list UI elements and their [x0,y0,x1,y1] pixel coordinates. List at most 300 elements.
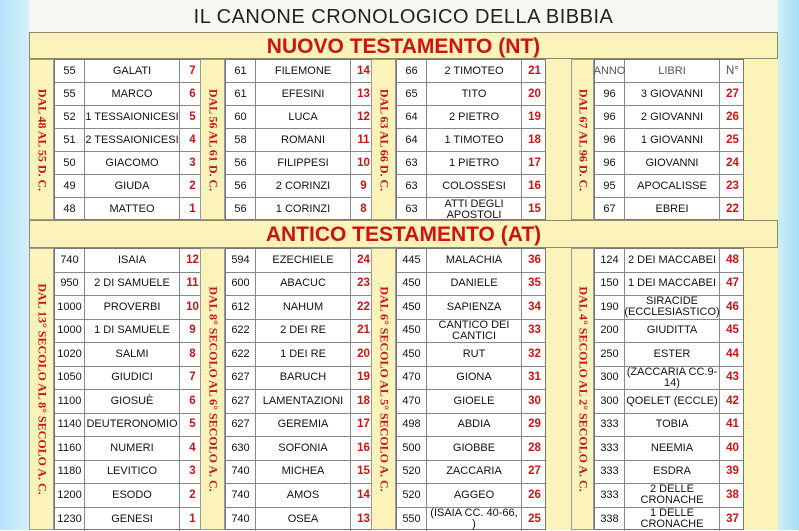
book-name: DANIELE [427,273,522,296]
book-name: GIUDA [85,175,180,197]
book-number: 35 [522,273,547,296]
book-year: 56 [226,152,256,174]
book-year: 67 [595,198,625,221]
at-table-4 [594,248,744,530]
book-name: APOCALISSE [625,175,720,197]
book-number: 38 [720,484,745,507]
book-number: 17 [351,414,376,437]
table-row [55,484,203,508]
table-row [397,83,545,106]
nt-group-label-box [200,59,225,220]
book-number: 5 [180,414,205,437]
book-name: (ISAIA CC. 40-66, ) [427,508,522,531]
table-row [595,367,743,391]
column-header-number: N° [720,60,745,82]
book-year: 445 [397,249,427,272]
book-name: 2 DEI RE [256,320,351,343]
book-year: 300 [595,367,625,390]
at-heading: ANTICO TESTAMENTO (AT) [29,220,778,248]
book-number: 21 [351,320,376,343]
table-row [226,508,374,531]
book-year: 740 [226,484,256,507]
table-row [55,461,203,485]
book-number: 31 [522,367,547,390]
book-name: OSEA [256,508,351,531]
book-name: LEVITICO [85,461,180,484]
table-row [595,508,743,531]
book-year: 124 [595,249,625,272]
at-group-label: DAL 13° SECOLO AL 8° SECOLO A. C. [34,283,49,494]
table-row [226,152,374,175]
table-row [397,60,545,83]
table-row [226,367,374,391]
book-number: 6 [180,83,205,105]
book-name: CANTICO DEI CANTICI [427,320,522,343]
book-name: EBREI [625,198,720,221]
right-decorative-strip [778,0,799,530]
book-name: ISAIA [85,249,180,272]
book-year: 58 [226,129,256,151]
book-year: 627 [226,390,256,413]
nt-group-label-box [571,59,594,220]
book-number: 7 [180,60,205,82]
table-row [55,249,203,273]
table-row [226,296,374,320]
book-name: ESDRA [625,461,720,484]
book-number: 1 [180,198,205,221]
book-name: LAMENTAZIONI [256,390,351,413]
table-row [55,320,203,344]
book-number: 7 [180,367,205,390]
book-number: 42 [720,390,745,413]
book-year: 96 [595,106,625,128]
book-year: 333 [595,437,625,460]
book-number: 19 [522,106,547,128]
book-number: 12 [180,249,205,272]
table-row [226,60,374,83]
table-row [397,249,545,273]
book-number: 29 [522,414,547,437]
book-number: 21 [522,60,547,82]
book-number: 12 [351,106,376,128]
book-number: 2 [180,484,205,507]
at-table-1 [54,248,204,530]
book-name: MARCO [85,83,180,105]
book-name: 1 TIMOTEO [427,129,522,151]
book-number: 8 [351,198,376,221]
book-number: 43 [720,367,745,390]
book-year: 450 [397,273,427,296]
book-number: 17 [522,152,547,174]
nt-group-label-box [371,59,396,220]
book-name: 2 PIETRO [427,106,522,128]
book-number: 20 [522,83,547,105]
book-number: 27 [522,461,547,484]
book-name: GIOSUÈ [85,390,180,413]
book-year: 63 [397,152,427,174]
book-year: 64 [397,106,427,128]
book-number: 40 [720,437,745,460]
book-year: 520 [397,484,427,507]
table-row [55,437,203,461]
book-number: 14 [351,60,376,82]
at-group-label-box [371,248,396,530]
book-name: 1 CORINZI [256,198,351,221]
book-year: 500 [397,437,427,460]
column-header-year: ANNO [595,60,625,82]
table-row [397,152,545,175]
book-year: 550 [397,508,427,531]
book-name: DEUTERONOMIO [85,414,180,437]
at-group-label: DAL 4° SECOLO AL 2° SECOLO A. C. [575,286,590,491]
book-name: 2 DI SAMUELE [85,273,180,296]
table-row [226,484,374,508]
table-row [226,83,374,106]
table-row [595,198,743,221]
book-name: GIOVANNI [625,152,720,174]
book-number: 9 [180,320,205,343]
table-row [595,343,743,367]
book-year: 1050 [55,367,85,390]
at-group-label: DAL 8° SECOLO AL 6° SECOLO A. C. [205,286,220,491]
at-table-2 [225,248,375,530]
book-number: 11 [351,129,376,151]
book-year: 55 [55,83,85,105]
book-year: 190 [595,296,625,319]
book-year: 96 [595,129,625,151]
book-name: ESTER [625,343,720,366]
book-number: 22 [351,296,376,319]
book-name: MICHEA [256,461,351,484]
at-table-3 [396,248,546,530]
book-year: 740 [226,508,256,531]
book-number: 15 [351,461,376,484]
table-row [595,129,743,152]
table-row [226,106,374,129]
book-name: AMOS [256,484,351,507]
book-number: 34 [522,296,547,319]
table-row [595,437,743,461]
book-name: ABDIA [427,414,522,437]
book-name: RUT [427,343,522,366]
book-name: GIUDICI [85,367,180,390]
book-year: 740 [55,249,85,272]
book-number: 44 [720,343,745,366]
book-year: 622 [226,343,256,366]
book-year: 1020 [55,343,85,366]
book-year: 520 [397,461,427,484]
book-name: EZECHIELE [256,249,351,272]
table-row [595,390,743,414]
book-year: 622 [226,320,256,343]
book-year: 1160 [55,437,85,460]
book-number: 28 [522,437,547,460]
book-number: 10 [180,296,205,319]
book-number: 36 [522,249,547,272]
book-year: 1200 [55,484,85,507]
at-group-label-box [571,248,594,530]
book-number: 26 [522,484,547,507]
table-row [55,367,203,391]
nt-group-label: DAL 56 AL 61 D. C. [205,88,220,190]
book-name: GALATI [85,60,180,82]
book-name: MALACHIA [427,249,522,272]
book-year: 1230 [55,508,85,531]
book-name: 1 PIETRO [427,152,522,174]
table-row [397,414,545,438]
at-group-label-box [29,248,54,530]
book-name: PROVERBI [85,296,180,319]
table-row [397,508,545,531]
book-year: 612 [226,296,256,319]
column-header-books: LIBRI [625,60,720,82]
book-number: 39 [720,461,745,484]
nt-group-label: DAL 63 AL 66 D. C. [376,88,391,190]
book-year: 333 [595,484,625,507]
book-year: 55 [55,60,85,82]
book-name: SIRACIDE (ECCLESIASTICO) [625,296,720,319]
book-number: 24 [720,152,745,174]
book-name: SAPIENZA [427,296,522,319]
book-number: 15 [522,198,547,221]
table-row [226,273,374,297]
book-number: 33 [522,320,547,343]
table-row [226,198,374,221]
table-row [595,320,743,344]
book-number: 13 [351,508,376,531]
book-number: 16 [351,437,376,460]
table-row [397,273,545,297]
book-year: 1140 [55,414,85,437]
book-name: EFESINI [256,83,351,105]
book-year: 63 [397,175,427,197]
table-row [397,343,545,367]
table-row [55,129,203,152]
book-number: 48 [720,249,745,272]
nt-heading: NUOVO TESTAMENTO (NT) [29,32,778,59]
book-year: 66 [397,60,427,82]
table-row [595,106,743,129]
book-name: ATTI DEGLI APOSTOLI [427,198,522,221]
book-year: 61 [226,60,256,82]
book-number: 27 [720,83,745,105]
book-number: 3 [180,461,205,484]
book-number: 5 [180,106,205,128]
book-number: 25 [720,129,745,151]
table-row [226,461,374,485]
book-year: 470 [397,390,427,413]
book-name: NAHUM [256,296,351,319]
book-year: 470 [397,367,427,390]
book-name: GEREMIA [256,414,351,437]
nt-group-label: DAL 48 AL 55 D. C. [34,88,49,190]
book-number: 11 [180,273,205,296]
table-row [55,343,203,367]
book-name: MATTEO [85,198,180,221]
book-number: 10 [351,152,376,174]
book-number: 9 [351,175,376,197]
book-name: COLOSSESI [427,175,522,197]
table-row [397,320,545,344]
book-number: 37 [720,508,745,531]
book-number: 16 [522,175,547,197]
book-name: SOFONIA [256,437,351,460]
book-number: 22 [720,198,745,221]
table-row [595,414,743,438]
book-year: 450 [397,320,427,343]
book-year: 61 [226,83,256,105]
book-name: 2 TESSAIONICESI [85,129,180,151]
table-row [55,390,203,414]
book-year: 51 [55,129,85,151]
book-number: 46 [720,296,745,319]
table-row [595,175,743,198]
book-number: 24 [351,249,376,272]
table-row [226,249,374,273]
book-number: 14 [351,484,376,507]
book-name: 2 CORINZI [256,175,351,197]
book-year: 95 [595,175,625,197]
book-name: TITO [427,83,522,105]
page-title: IL CANONE CRONOLOGICO DELLA BIBBIA [29,0,778,33]
table-row [397,484,545,508]
book-year: 338 [595,508,625,531]
book-name: 2 DEI MACCABEI [625,249,720,272]
book-name: 1 DEI MACCABEI [625,273,720,296]
table-row [595,461,743,485]
book-name: 1 DI SAMUELE [85,320,180,343]
table-row [397,296,545,320]
book-name: (ZACCARIA CC.9-14) [625,367,720,390]
table-header-row [595,60,743,83]
book-name: FILIPPESI [256,152,351,174]
book-number: 8 [180,343,205,366]
book-name: GENESI [85,508,180,531]
book-number: 6 [180,390,205,413]
book-name: GIOELE [427,390,522,413]
book-year: 150 [595,273,625,296]
table-row [595,484,743,508]
table-row [397,437,545,461]
book-year: 1000 [55,320,85,343]
book-name: GIACOMO [85,152,180,174]
table-row [226,437,374,461]
book-year: 49 [55,175,85,197]
book-year: 63 [397,198,427,221]
book-year: 627 [226,414,256,437]
book-year: 1180 [55,461,85,484]
nt-table-3 [396,59,546,220]
book-name: GIUDITTA [625,320,720,343]
table-row [55,175,203,198]
book-year: 200 [595,320,625,343]
nt-group-label: DAL 67 AL 96 D. C. [575,88,590,190]
book-number: 30 [522,390,547,413]
book-name: LUCA [256,106,351,128]
at-group-label-box [200,248,225,530]
book-name: 2 GIOVANNI [625,106,720,128]
book-year: 630 [226,437,256,460]
book-number: 19 [351,367,376,390]
table-row [55,83,203,106]
book-year: 56 [226,175,256,197]
book-number: 45 [720,320,745,343]
table-row [397,106,545,129]
book-number: 2 [180,175,205,197]
book-name: 2 DELLE CRONACHE [625,484,720,507]
book-name: FILEMONE [256,60,351,82]
table-row [226,414,374,438]
book-year: 96 [595,152,625,174]
book-name: TOBIA [625,414,720,437]
book-year: 1000 [55,296,85,319]
book-name: ROMANI [256,129,351,151]
table-row [226,390,374,414]
at-group-label: DAL 6° SECOLO AL 5° SECOLO A. C. [376,286,391,491]
table-row [397,129,545,152]
table-row [595,152,743,175]
book-name: NUMERI [85,437,180,460]
book-name: 1 TESSAIONICESI [85,106,180,128]
table-row [397,390,545,414]
left-decorative-strip [0,0,29,530]
book-year: 600 [226,273,256,296]
book-number: 26 [720,106,745,128]
book-number: 3 [180,152,205,174]
nt-table-4 [594,59,744,220]
book-year: 300 [595,390,625,413]
book-number: 47 [720,273,745,296]
book-year: 627 [226,367,256,390]
table-row [55,152,203,175]
book-name: ESODO [85,484,180,507]
book-year: 65 [397,83,427,105]
book-name: 2 TIMOTEO [427,60,522,82]
table-row [55,273,203,297]
book-number: 20 [351,343,376,366]
book-year: 56 [226,198,256,221]
table-row [55,296,203,320]
book-name: SALMI [85,343,180,366]
book-name: 1 DELLE CRONACHE [625,508,720,531]
nt-table-2 [225,59,375,220]
table-row [595,249,743,273]
table-row [226,175,374,198]
book-year: 333 [595,461,625,484]
book-number: 1 [180,508,205,531]
book-year: 1100 [55,390,85,413]
nt-group-label-box [29,59,54,220]
book-number: 32 [522,343,547,366]
book-year: 450 [397,343,427,366]
book-number: 13 [351,83,376,105]
book-year: 52 [55,106,85,128]
table-row [55,198,203,221]
book-year: 450 [397,296,427,319]
book-number: 4 [180,129,205,151]
book-name: ABACUC [256,273,351,296]
book-number: 25 [522,508,547,531]
table-row [595,273,743,297]
book-number: 18 [522,129,547,151]
nt-table-1 [54,59,204,220]
table-row [226,343,374,367]
book-name: 1 DEI RE [256,343,351,366]
book-year: 96 [595,83,625,105]
book-number: 23 [720,175,745,197]
table-row [397,461,545,485]
book-name: AGGEO [427,484,522,507]
